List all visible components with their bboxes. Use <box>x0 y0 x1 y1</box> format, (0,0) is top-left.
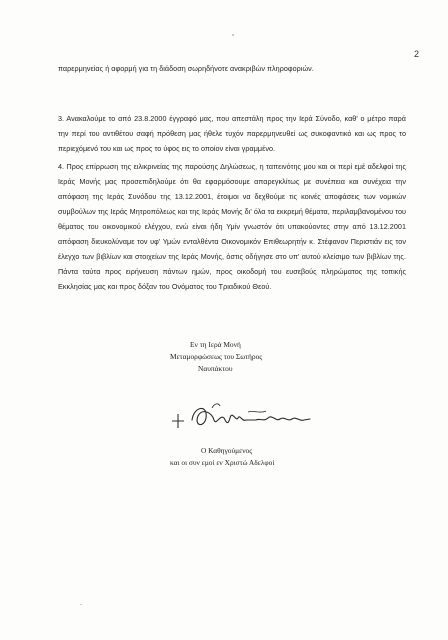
paragraph-4: 4. Προς επίρρωση της ειλικρινείας της παρούσης Δηλώσεως, η ταπεινότης μου και οι περί εμέ αδελφοί της Ιεράς Μονής μας προσεπιδηλούμε ότι θα εφαρμόσουμε απαρεγκλίτως με συνέπεια και συνέχεια την απόφαση της Ιεράς Συνόδου της 13.12.2001, έτοιμοι να δεχθούμε τις κοινές αποφάσεις των νομικών συμβούλων της Ιεράς Μητροπόλεως και της Ιεράς Μονής δι' όλα τα εκκρεμή θέματα, περιλαμβανομένου του θέματος του οικονομικού ελέγχου, ενώ είναι ήδη Υμίν γνωστόν ότι υπακούοντες στην από 13.12.2001 απόφαση διευκολύναμε τον υφ' Υμών ενταλθέντα Οικονομικόν Επιθεωρητήν κ. Στέφανον Περιστιάν εις τον έλεγχο των βιβλίων και στοιχείων της Ιεράς Μονής, όστις οδήγησε στο υπ' αυτού κλείσιμο των βιβλίων της. Πάντα ταύτα προς ειρήνευση πάντων ημών, προς οικοδομή του ευσεβούς πληρώματος της τοπικής Εκκλησίας μας και προς δόξαν του Ονόματος του Τριαδικού Θεού. <box>58 162 406 291</box>
place-line-1: Εν τη Ιερά Μονή <box>190 340 241 349</box>
place-line-2: Μεταμορφώσεως του Σωτήρος <box>170 352 263 361</box>
paragraph-1: παρερμηνείας ή αφορμή για τη διάδοση σωρηδήνοτε ανακριβών πληροφοριών. <box>58 64 314 73</box>
page-number: 2 <box>414 49 420 59</box>
scan-speck <box>232 34 234 36</box>
signoff-line-2: και οι συν εμοί εν Χριστώ Αδελφοί <box>170 458 275 467</box>
signoff-line-1: Ο Καθηγούμενος <box>201 446 253 455</box>
place-line-3: Ναυπάκτου <box>198 364 233 373</box>
paragraph-3: 3. Ανακαλούμε το από 23.8.2000 έγγραφό μας, που απεστάλη προς την Ιερά Σύνοδο, καθ' ο μέτρο παρά την περί του αντιθέτου σαφή πρόθεση μας ήθελε τυχόν παρερμηνευθεί ως συκοφαντικό και ως προς το περιεχόμενό του και ως προς το ύφος εις το οποίον είναι γραμμένο. <box>58 114 406 153</box>
handwritten-signature <box>168 392 318 442</box>
scan-speck <box>80 604 82 605</box>
